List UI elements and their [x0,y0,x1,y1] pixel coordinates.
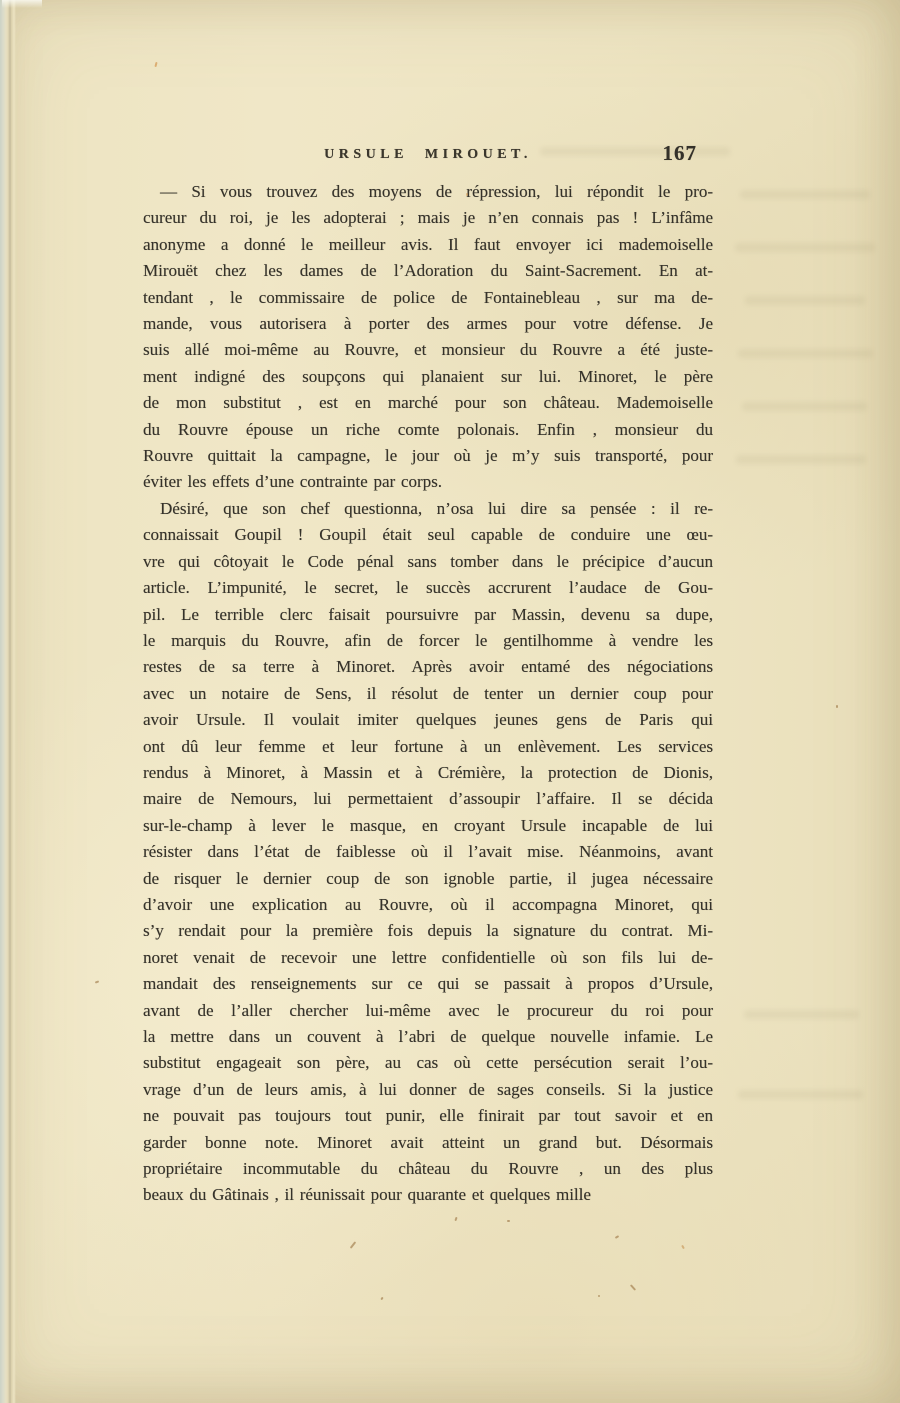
paragraph [143,179,713,496]
running-head-title: URSULE MIROUET. [324,147,532,162]
text-line: du Rouvre épouse un riche comte polonais. Enfin , monsieur du [143,419,713,439]
text-line: connaissait Goupil ! Goupil était seul capable de conduire une œu- [143,525,713,545]
running-head [143,141,713,166]
text-line: beaux du Gâtinais , il réunissait pour quarante et quelques mille [143,1185,591,1205]
text-line: de risquer le dernier coup de son ignoble partie, il jugea nécessaire [143,868,713,888]
text-line: Rouvre quittait la campagne, le jour où je m’y suis transporté, pour [143,446,713,466]
text-line: restes de sa terre à Minoret. Après avoir entamé des négociations [143,657,713,677]
text-line: pil. Le terrible clerc faisait poursuivre par Massin, devenu sa dupe, [143,604,713,624]
text-line: propriétaire incommutable du château du Rouvre , un des plus [143,1159,713,1179]
text-line: — Si vous trouvez des moyens de répression, lui répondit le pro- [160,182,713,201]
text-line: ment indigné des soupçons qui planaient sur lui. Minoret, le père [143,366,713,386]
text-line: la mettre dans un couvent à l’abri de quelque nouvelle infamie. Le [143,1027,713,1046]
text-line: s’y rendait pour la première fois depuis la signature du contrat. Mi- [143,921,713,941]
text-line: tendant , le commissaire de police de Fontainebleau , sur ma de- [143,287,713,307]
text-line: article. L’impunité, le secret, le succès accrurent l’audace de Gou- [143,578,713,598]
text-line: ne pouvait pas toujours tout punir, elle finirait par tout savoir et en [143,1106,713,1126]
page-top-corner-highlight [2,0,42,8]
text-line: avec un notaire de Sens, il résolut de tenter un dernier coup pour [143,683,713,703]
text-line: garder bonne note. Minoret avait atteint un grand but. Désormais [143,1132,713,1152]
text-line: sur-le-champ à lever le masque, en croyant Ursule incapable de lui [143,815,713,835]
text-line: suis allé moi-même au Rouvre, et monsieur du Rouvre a été juste- [143,340,713,360]
text-line: avant de l’aller chercher lui-même avec le procureur du roi pour [143,1000,713,1020]
text-line: de mon substitut , est en marché pour son château. Mademoiselle [143,393,713,413]
text-line: mandait des renseignements sur ce qui se passait à propos d’Ursule, [143,974,713,994]
text-line: cureur du roi, je les adopterai ; mais je n’en connais pas ! L’infâme [143,208,713,228]
text-line: avoir Ursule. Il voulait imiter quelques jeunes gens de Paris qui [143,710,713,730]
page-number: 167 [662,141,697,165]
text-line: éviter les effets d’une contrainte par corps. [143,472,442,492]
text-line: maire de Nemours, lui permettaient d’assoupir l’affaire. Il se décida [143,789,713,809]
text-line: le marquis du Rouvre, afin de forcer le gentilhomme à vendre les [143,630,713,650]
text-line: anonyme a donné le meilleur avis. Il faut envoyer ici mademoiselle [143,234,713,254]
text-line: noret venait de recevoir une lettre confidentielle où son fils lui de- [143,947,713,967]
text-line: Désiré, que son chef questionna, n’osa lui dire sa pensée : il re- [160,498,713,518]
text-line: Mirouët chez les dames de l’Adoration du Saint-Sacrement. En at- [143,261,713,281]
text-line: résister dans l’état de faiblesse où il l’avait mise. Néanmoins, avant [143,842,713,862]
text-block [143,179,713,1209]
text-line: ont dû leur femme et leur fortune à un enlèvement. Les services [143,736,713,756]
text-line: vre qui côtoyait le Code pénal sans tomber dans le précipice d’aucun [143,551,713,571]
paragraph [143,496,713,1209]
text-line: mande, vous autorisera à porter des armes pour votre défense. Je [143,314,713,334]
text-line: vrage d’un de leurs amis, à lui donner de sages conseils. Si la justice [143,1079,713,1099]
text-line: rendus à Minoret, à Massin et à Crémière, la protection de Dionis, [143,762,713,782]
page-left-edge [0,0,16,1403]
text-line: substitut engageait son père, au cas où cette persécution serait l’ou- [143,1053,713,1073]
text-line: d’avoir une explication au Rouvre, où il accompagna Minoret, qui [143,894,713,914]
